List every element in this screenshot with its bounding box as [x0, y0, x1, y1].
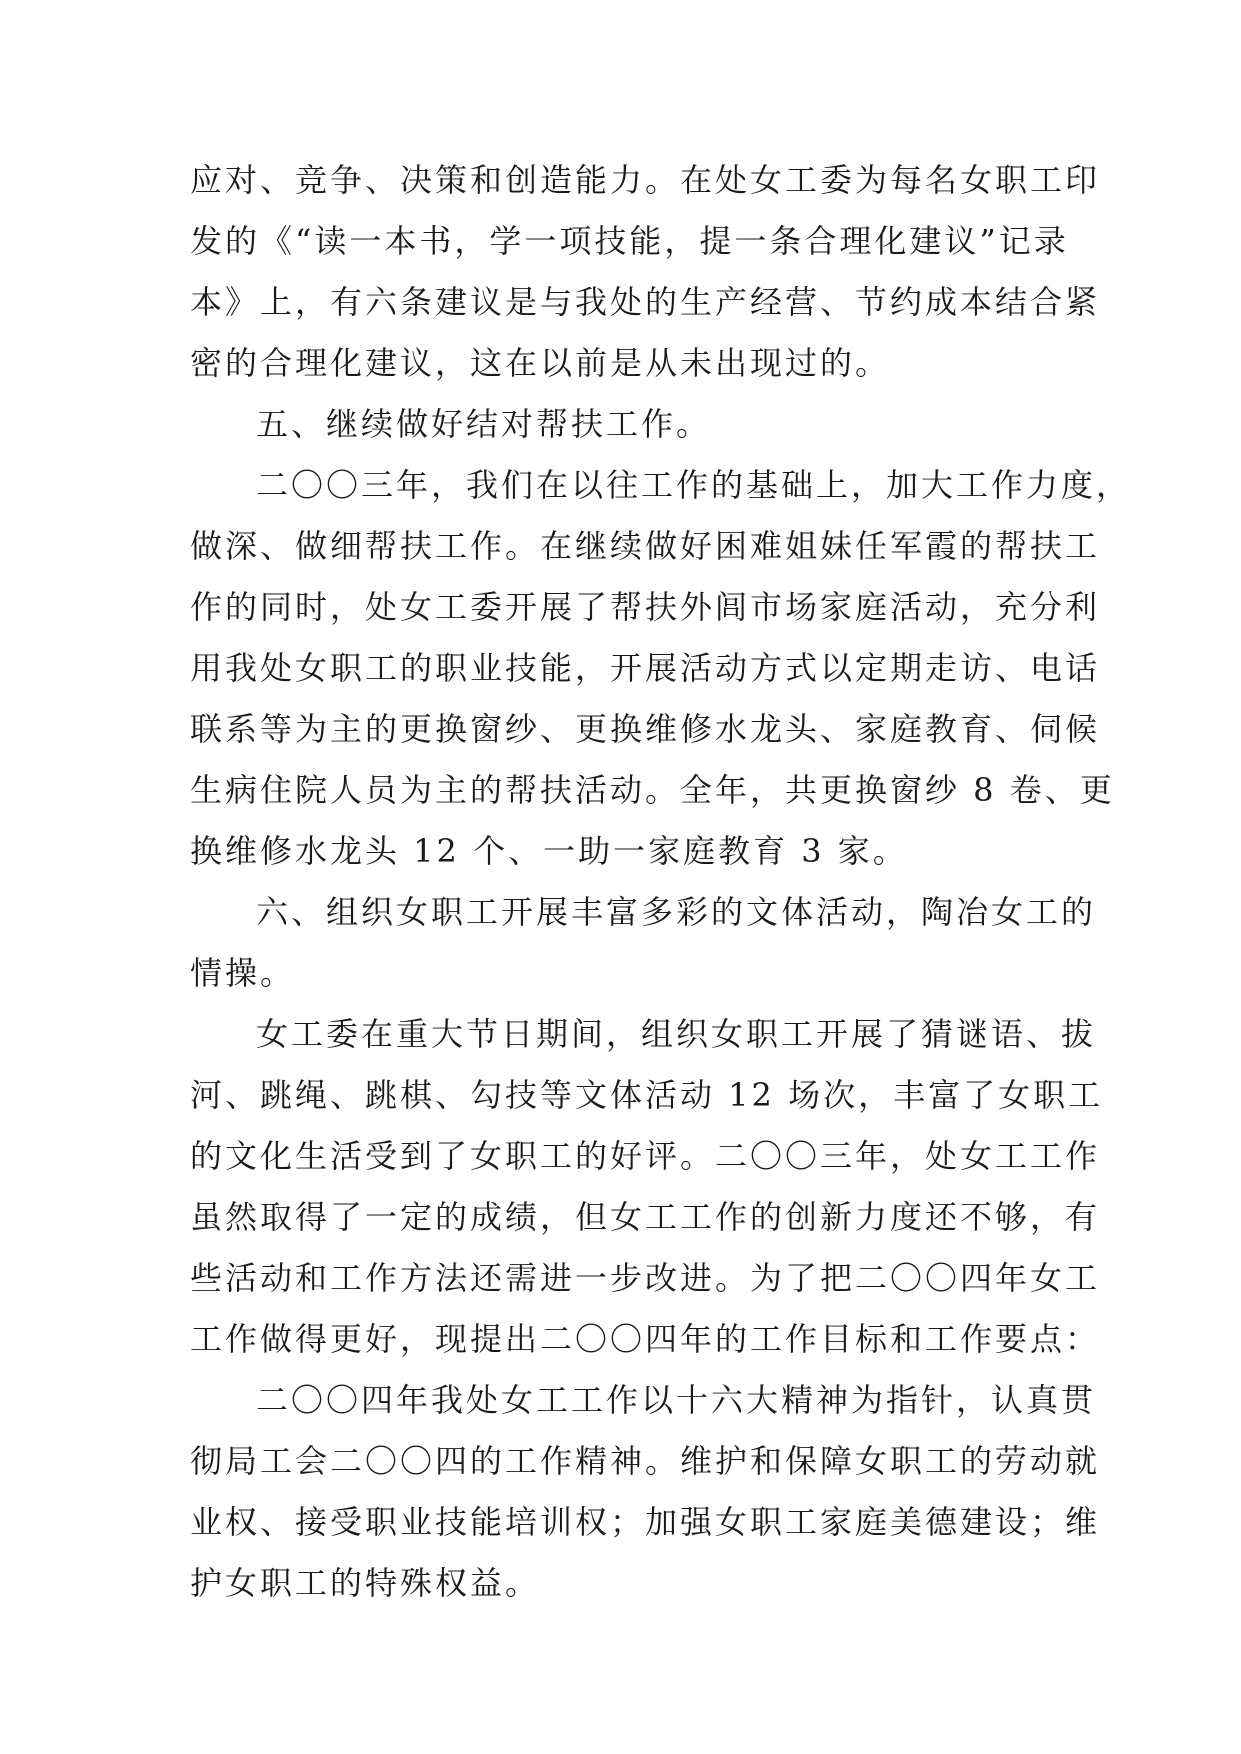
- text-line: 业权、接受职业技能培训权；加强女职工家庭美德建设；维: [190, 1503, 1101, 1541]
- text-line: 河、跳绳、跳棋、勾技等文体活动 12 场次，丰富了女职工: [190, 1076, 1104, 1114]
- text-line: 本》上，有六条建议是与我处的生产经营、节约成本结合紧: [190, 283, 1101, 321]
- text-line: 二〇〇四年我处女工工作以十六大精神为指针，认真贯: [256, 1381, 1097, 1419]
- text-line: 发的《“读一本书，学一项技能，提一条合理化建议”记录: [190, 222, 1069, 260]
- text-line: 五、继续做好结对帮扶工作。: [256, 405, 712, 443]
- text-line: 工作做得更好，现提出二〇〇四年的工作目标和工作要点：: [190, 1320, 1101, 1358]
- text-line: 的文化生活受到了女职工的好评。二〇〇三年，处女工工作: [190, 1137, 1101, 1175]
- text-line: 二〇〇三年，我们在以往工作的基础上，加大工作力度，: [256, 466, 1132, 504]
- text-line: 六、组织女职工开展丰富多彩的文体活动，陶冶女工的: [256, 893, 1097, 931]
- text-line: 密的合理化建议，这在以前是从未出现过的。: [190, 344, 891, 382]
- text-line: 虽然取得了一定的成绩，但女工工作的创新力度还不够，有: [190, 1198, 1101, 1236]
- text-line: 做深、做细帮扶工作。在继续做好困难姐妹任军霞的帮扶工: [190, 527, 1101, 565]
- document-body: [190, 150, 1132, 1614]
- text-line: 换维修水龙头 12 个、一助一家庭教育 3 家。: [190, 832, 908, 870]
- text-line: 护女职工的特殊权益。: [190, 1564, 541, 1602]
- text-line: 作的同时，处女工委开展了帮扶外闾市场家庭活动，充分利: [190, 588, 1101, 626]
- text-line: 用我处女职工的职业技能，开展活动方式以定期走访、电话: [190, 649, 1101, 687]
- text-line: 生病住院人员为主的帮扶活动。全年，共更换窗纱 8 卷、更: [190, 771, 1115, 809]
- text-line: 联系等为主的更换窗纱、更换维修水龙头、家庭教育、伺候: [190, 710, 1101, 748]
- text-line: 情操。: [190, 954, 296, 992]
- text-line: 彻局工会二〇〇四的工作精神。维护和保障女职工的劳动就: [190, 1442, 1101, 1480]
- text-line: 些活动和工作方法还需进一步改进。为了把二〇〇四年女工: [190, 1259, 1101, 1297]
- text-line: 女工委在重大节日期间，组织女职工开展了猜谜语、拔: [256, 1015, 1097, 1053]
- text-line: 应对、竞争、决策和创造能力。在处女工委为每名女职工印: [190, 161, 1101, 199]
